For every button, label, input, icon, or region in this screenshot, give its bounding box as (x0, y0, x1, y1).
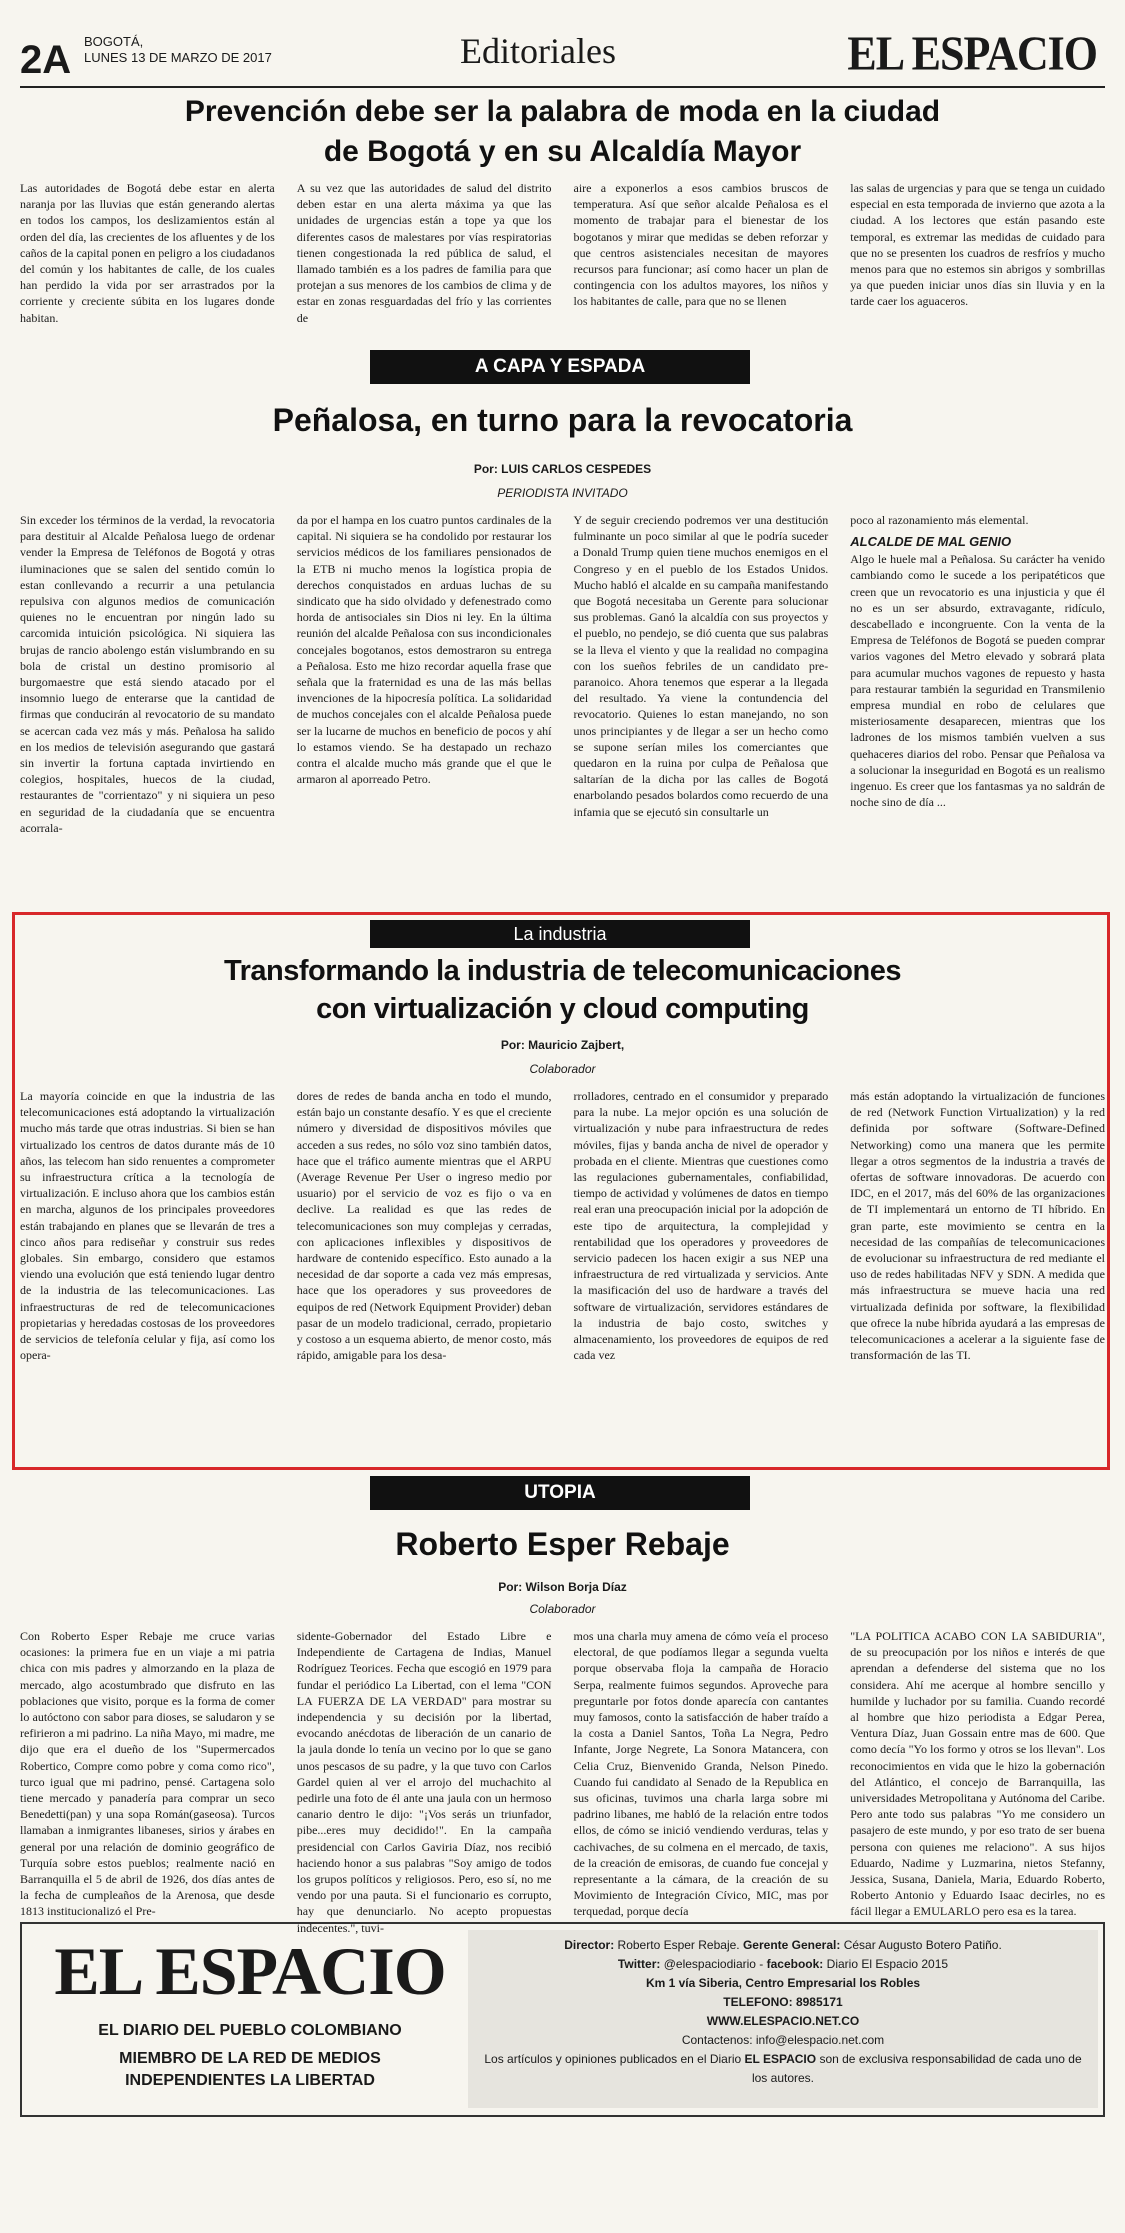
editorial-column: A su vez que las autoridades de salud del distrito deben estar en una alerta máxima ya que las unidades de urgencias están a tope ya que los diferentes casos de malestares por vías respiratorias tienen congestionada la red pública de salud, el llamado también es a los padres de familia para que protejan a sus menores de los cambios de clima y de estar en zonas resguardadas del frío y las corrientes de (296, 181, 552, 325)
dateline-date: LUNES 13 DE MARZO DE 2017 (84, 50, 272, 65)
page-number: 2A (20, 38, 72, 82)
article1-column: Y de seguir creciendo podremos ver una destitución fulminante un poco similar al que le podría suceder a Donald Trump quien tiene muchos enemigos en el Congreso y en el pueblo de los Estados Unidos. Mucho habló el alcalde en su campaña manifestando que Bogotá necesitaba un Gerente para solucionar sus problemas. Ganó la alcaldía con sus proyectos y el pueblo, no pendejo, se dió cuenta que sus palabras se la lleva el viento y que la realidad no compagina con los sueños febriles de un candidato pre-paranoico. Ahora tenemos que esperar a la llegada del resultado. Ya viene la contundencia del revocatorio. Quienes lo estan manejando, no son unos principiantes y de llegar a ser un hecho como se supone serían miles los comerciantes que quedaron en la ruina por culpa de Peñalosa que saltarían de la dicha por las calles de Bogotá enarbolando pesados bolardos como recuerdo de una infamia que se ejecutó sin consultarle un (573, 513, 829, 819)
footer-member-line1: MIEMBRO DE LA RED DE MEDIOS (119, 2050, 381, 2067)
footer-website: WWW.ELESPACIO.NET.CO (706, 2014, 860, 2028)
article3-column: sidente-Gobernador del Estado Libre e Independiente de Cartagena de Indias, Manuel Rodríguez Teorices. Fecha que escogió en 1979 para fundar el periódico La Libertad, con el lema "CON LA FUERZA DE LA VERDAD" para mostrar su independencia y su decisión por la libertad, evocando anécdotas de liberación de un canario de la jaula donde lo tenía un vecino por lo que se gano unos pescasos de su padre, y la que tuvo con Carlos Gardel quien al ver el arrojo del muchachito al pedirle una foto de él ante una jaula con un hermoso canario dentro le dijo: "¡Vos serás un triunfador, pibe...eres muy decidido!". En la campaña presidencial con Carlos Gaviria Díaz, nos recibió haciendo honor a sus palabras "Soy amigo de todos los grupos políticos y religiosos. Pero, eso sí, no me vendo por una pauta. Si el funcionario es corrupto, hay que denunciarlo. No acepto propuestas indecentes.", tuvi- (296, 1629, 552, 1935)
twitter-label: Twitter: (617, 1957, 661, 1971)
editorial-headline (20, 92, 1105, 172)
article2-headline (20, 952, 1105, 1028)
footer-disclaimer (468, 2050, 1098, 2088)
article3-role: Colaborador (529, 1602, 596, 1616)
footer-logo: EL ESPACIO (54, 1933, 446, 2009)
article2-byline: Por: Mauricio Zajbert, (500, 1038, 625, 1052)
article1-column: Sin exceder los términos de la verdad, la revocatoria para destituir al Alcalde Peñalosa luego de ordenar vender la Empresa de Teléfonos de Bogotá y otras iluminaciones que se salen del sentido común lo estan conllevando a recurrir a una petulancia repulsiva con algunos medios de comunicación quienes no le encuentran por ningún lado su carcomida intuición psicológica. Ni siquiera las brujas de rancio abolengo están vislumbrando en su bola de cristal un destino promisorio al burgomaestre que está siendo atacado por el insomnio luego de enterarse que la cantidad de firmas que conducirán al revocatorio de su mandato se acercan cada vez más y más. Peñalosa ha salido en los medios de televisión asegurando que gastará sin invertir la fortuna captada invirtiendo en colegios, hospitales, huecos de la ciudad, restaurantes de "corrientazo" y ni siquiera un peso en seguridad de la ciudadanía que se encuentra acorrala- (20, 513, 275, 835)
dateline (84, 34, 272, 66)
manager-label: Gerente General: (742, 1938, 841, 1952)
column-band-utopia: UTOPIA (370, 1476, 750, 1510)
article2-column: más están adoptando la virtualización de funciones de red (Network Function Virtualization) y la red definida por software (Software-Defined Networking) como una manera que les permite llegar a otros segmentos de la industria a través de ofertas de software innovadoras. De acuerdo con IDC, en el 2017, más del 60% de las organizaciones de TI implementará un entorno de TI híbrido. En gran parte, este movimiento se centra en la necesidad de las compañías de telecomunicaciones de evolucionar su infraestructura de red mediante el uso de redes habilitadas NFV y SDN. A medida que más infraestructura se mueve hacia una red virtualizada definida por software, la flexibilidad que ofrece la nube híbrida ayudará a las empresas de telecomunicaciones a acelerar a la siguiente fase de transformación de las TI. (850, 1089, 1105, 1363)
director-label: Director: (564, 1938, 615, 1952)
article1-column-rest: Algo le huele mal a Peñalosa. Su carácter ha venido cambiando como le sucede a los peripatéticos que creen que un revocatorio es una injusticia y que él no es un ser absurdo, extravagante, ridículo, descabellado e incongruente. Con la venta de la Empresa de Teléfonos de Bogotá se pueden comprar varios vagones del Metro elevado y sobrará plata para acumular muchos vagones de repuesto y hasta para restaurar también la seguridad en Transmilenio empresa mundial en robo de celulares que misteriosamente desaparecen, mientras que los ladrones de los mismos también vuelven a sus quehaceres diarios del robo. Pensar que Peñalosa va a solucionar la inseguridad en Bogotá es un realismo ingenuo. Es creer que los fantasmas ya no saldrán de noche sino de día ... (850, 552, 1105, 810)
editorial-body (20, 180, 1105, 348)
editorial-column: las salas de urgencias y para que se tenga un cuidado especial en esta temporada de invierno que azota a la ciudad. A los lectores que están pasando este temporal, es extremar las medidas de cuidado para que no se presenten los cuadros de resfríos y mucho menos para que no estemos sin abrigos y sombrillas ya que pueden iniciar unos días sin lluvia y en la tarde caer los aguaceros. (850, 181, 1105, 309)
editorial-column: aire a exponerlos a esos cambios bruscos de temperatura. Así que señor alcalde Peñalosa es el momento de trabajar para el bienestar de los bogotanos y mirar que medidas se deben reforzar y que centros asistenciales necesitan de mayores recursos para funcionar; así como hacer un plan de contingencia con los adultos mayores, los niños y los habitantes de calle, para que no se llenen (573, 181, 829, 309)
editorial-headline-line1: Prevención debe ser la palabra de moda en la ciudad (184, 95, 941, 128)
article3-byline: Por: Wilson Borja Díaz (498, 1580, 627, 1594)
footer-contact: Contactenos: info@elespacio.net.com (681, 2033, 885, 2047)
disclaimer-brand: EL ESPACIO (744, 2052, 817, 2066)
footer-address: Km 1 vía Siberia, Centro Empresarial los Robles (645, 1976, 921, 1990)
column-band-la-industria: La industria (370, 920, 750, 948)
disclaimer-pre: Los artículos y opiniones publicados en el Diario (484, 2052, 742, 2066)
article3-headline: Roberto Esper Rebaje (395, 1526, 730, 1562)
article1-column-start: poco al razonamiento más elemental. (850, 513, 1029, 527)
facebook-label: facebook: (766, 1957, 824, 1971)
article2-column: dores de redes de banda ancha en todo el mundo, están bajo un constante desafío. Y es que el creciente número y diversidad de dispositivos móviles que acceden a sus redes, no sólo voz sino también datos, hace que el tráfico aumente mientras que el ARPU (Average Revenue Per User o ingreso medio por usuario) por el servicio de voz es fijo o va en declive. La realidad es que las redes de telecomunicaciones son muy complejas y cerradas, con aplicaciones inflexibles y dispositivos de hardware de contenido específico. Esto aunado a la necesidad de dar soporte a cada vez más empresas, hace que los operadores y sus proveedores de equipos de red (Network Equipment Provider) deban pasar de un modelo tradicional, cerrado, propietario y costoso a un esquema abierto, de menor costo, más rápido, amigable para los desa- (296, 1089, 552, 1363)
article1-subhead: ALCALDE DE MAL GENIO (850, 534, 1012, 550)
column-band-capa-y-espada: A CAPA Y ESPADA (370, 350, 750, 384)
footer-staff-line (468, 1936, 1098, 1955)
article2-column: La mayoría coincide en que la industria de las telecomunicaciones está adoptando la virtualización mucho más tarde que otras industrias. Si bien se han virtualizado los centros de datos durante más de 10 años, las telecom han sido renuentes a comprometer su infraestructura crítica a la tecnología de virtualización. E incluso ahora que los cambios están en marcha, algunos de los principales proveedores están trabajando en planes que se llevarán de tres a cinco años para rediseñar y construir sus redes globales. Sin embargo, considero que estamos viendo una evolución que está teniendo lugar dentro de la industria de las telecomunicaciones. Las infraestructuras de red de telecomunicaciones propietarias y heredadas costosas de los proveedores de servicios de telefonía celular y fija, así como los opera- (20, 1089, 275, 1363)
article1-role: PERIODISTA INVITADO (497, 486, 628, 500)
header-rule (20, 86, 1105, 88)
masthead-logo: EL ESPACIO (847, 26, 1097, 81)
section-title: Editoriales (460, 31, 616, 71)
director-name: Roberto Esper Rebaje. (617, 1938, 740, 1952)
footer-social-line (468, 1955, 1098, 1974)
article2-body (20, 1088, 1105, 1460)
article2-column: rrolladores, centrado en el consumidor y preparado para la nube. La mejor opción es una solución de virtualización y nube para infraestructura de redes móviles, fijas y banda ancha de nivel de operador y probada en el cliente. Mientras que cuestiones como las regulaciones gubernamentales, confiabilidad, tiempo de actividad y volúmenes de datos en tiempo real eran una preocupación inicial por la adopción de este tipo de arquitectura, la complejidad y rentabilidad que los operadores y proveedores de servicio padecen los hacen exigir a sus NEP una infraestructura de red virtualizada y servicios. Ante la masificación del uso de hardware a través del software de virtualización, servidores estándares de la industria de bajo costo, switches y almacenamiento, los proveedores de equipos de red cada vez (573, 1089, 829, 1363)
article1-body (20, 512, 1105, 908)
article2-headline-line1: Transformando la industria de telecomunicaciones (223, 955, 901, 987)
footer-tagline: EL DIARIO DEL PUEBLO COLOMBIANO (98, 2022, 402, 2039)
article3-column: mos una charla muy amena de cómo veía el proceso electoral, de que podíamos llegar a segunda vuelta porque observaba floja la campaña de Horacio Serpa, realmente fuimos segundos. Aproveche para preguntarle por fotos donde aparecía con cantantes muy famosos, conto la satisfacción de haber traído a la costa a Daniel Santos, Toña La Negra, Pedro Infante, Jorge Negrete, La Sonora Matancera, con Celia Cruz, Bienvenido Granda, Nelson Pinedo. Cuando fui candidato al Senado de la Republica en sus oficinas, tuvimos una charla larga sobre mi padrino libanes, me habló de la relación entre todos ellos, de cómo se inició vendiendo verduras, telas y cachivaches, de su colmena en el mercado, de taxis, de la creación de emisoras, de cuando fue concejal y representante a la cámara, de la creación de su Movimiento de Integración Cívico, MIC, mas por terquedad, porque decía (573, 1629, 829, 1919)
article1-headline: Peñalosa, en turno para la revocatoria (272, 402, 853, 438)
editorial-headline-line2: de Bogotá y en su Alcaldía Mayor (323, 135, 802, 168)
twitter-value: @elespaciodiario - (663, 1957, 764, 1971)
disclaimer-post: son de exclusiva responsabilidad de cada uno de los autores. (751, 2052, 1082, 2085)
article1-column (850, 512, 1105, 908)
footer-info-panel (468, 1930, 1098, 2108)
facebook-value: Diario El Espacio 2015 (826, 1957, 949, 1971)
footer-phone: TELEFONO: 8985171 (723, 1995, 843, 2009)
article1-byline: Por: LUIS CARLOS CESPEDES (473, 462, 652, 476)
article3-column: "LA POLITICA ACABO CON LA SABIDURIA", de su preocupación por los niños e interés de que aprendan a defenderse del sistema que no los considera. Ahí me acerque al hombre sencillo y humilde y luchador por su familia. Cuando recordé al hombre que hizo periodista a Edgar Perea, Ventura Díaz, Juan Gossain entre mas de 600. Que como decía "Yo los formo y otros se los llevan". Los reconocimientos en vida que le hizo la gobernación del Atlántico, el concejo de Barranquilla, las universidades Metropolitana y Autónoma del Caribe. Pero ante todo sus palabras "Yo me considero un pasajero de este mundo, y por eso trato de ser buena persona con quienes me relaciono". A sus hijos Eduardo, Nadime y Luzmarina, nietos Stefanny, Jessica, Susana, Daniela, Maria, Eduardo Roberto, Roberto Antonio y Eduardo Isaac decirles, no es fácil llegar a EMULARLO pero esa es la tarea. (850, 1629, 1105, 1919)
manager-name: César Augusto Botero Patiño. (843, 1938, 1002, 1952)
editorial-column: Las autoridades de Bogotá debe estar en alerta naranja por las lluvias que están generando alertas en todos los campos, los deslizamientos están al orden del día, las crecientes de los afluentes y de los caños de la capital ponen en peligro a los ciudadanos del común y los habitantes de calle, de los cuales han perdido la vida por ser arrastrados por la corriente y creciente súbita en los lugares donde habitan. (20, 181, 275, 325)
article3-column: Con Roberto Esper Rebaje me cruce varias ocasiones: la primera fue en un viaje a mi patria chica con mis padres y almorzando en la plaza de mercado, algo acostumbrado que disfruto en las poblaciones que visito, porque es la forma de comer lo autóctono con sabor para dioses, se saludaron y se refirieron a mi padrino. La niña Mayo, mi madre, me dijo que era el dueño de los "Supermercados Robertico, Compre como pobre y coma como rico", turco igual que mi padrino, pensé. Cartagena solo tiene mercado y panadería para comprar un seco Benedetti(pan) y una sopa Román(gaseosa). Turcos llamaban a inmigrantes libaneses, sirios y árabes en general por una relación de dominio geográfico de Turquía sobre estos pueblos; realmente nació en Barranquilla el 5 de abril de 1926, dos días antes de la fecha de cumpleaños de la Arenosa, que desde 1813 institucionalizó el Pre- (20, 1629, 275, 1919)
article2-headline-line2: con virtualización y cloud computing (316, 993, 809, 1025)
article2-role: Colaborador (529, 1062, 596, 1076)
article1-column: da por el hampa en los cuatro puntos cardinales de la capital. Ni siquiera se ha condolido por restaurar los servicios médicos de los familiares pensionados de la ETB ni mucho menos la logística propia de derechos conquistados en arduas luchas de su sindicato que ha sido olvidado y defenestrado como horda de antisociales sin Dios ni ley. En la última reunión del alcalde Peñalosa con sus incondicionales concejales bogotanos, estos demostraron su entrega a Peñalosa. Esto me hizo recordar aquella frase que señala que la fraternidad es una de las más bellas invenciones de la hipocresía política. La solidaridad de muchos concejales con el alcalde Peñalosa puede ser la lucarne de muchos en beneficio de pocos y ahí lo estamos viendo. Se ha destapado un rechazo contra el alcalde mucho más grande que el que le armaron al aporreado Petro. (296, 513, 552, 787)
dateline-city: BOGOTÁ, (84, 34, 144, 49)
article3-body (20, 1628, 1105, 1935)
footer-member-line2: INDEPENDIENTES LA LIBERTAD (125, 2072, 375, 2089)
